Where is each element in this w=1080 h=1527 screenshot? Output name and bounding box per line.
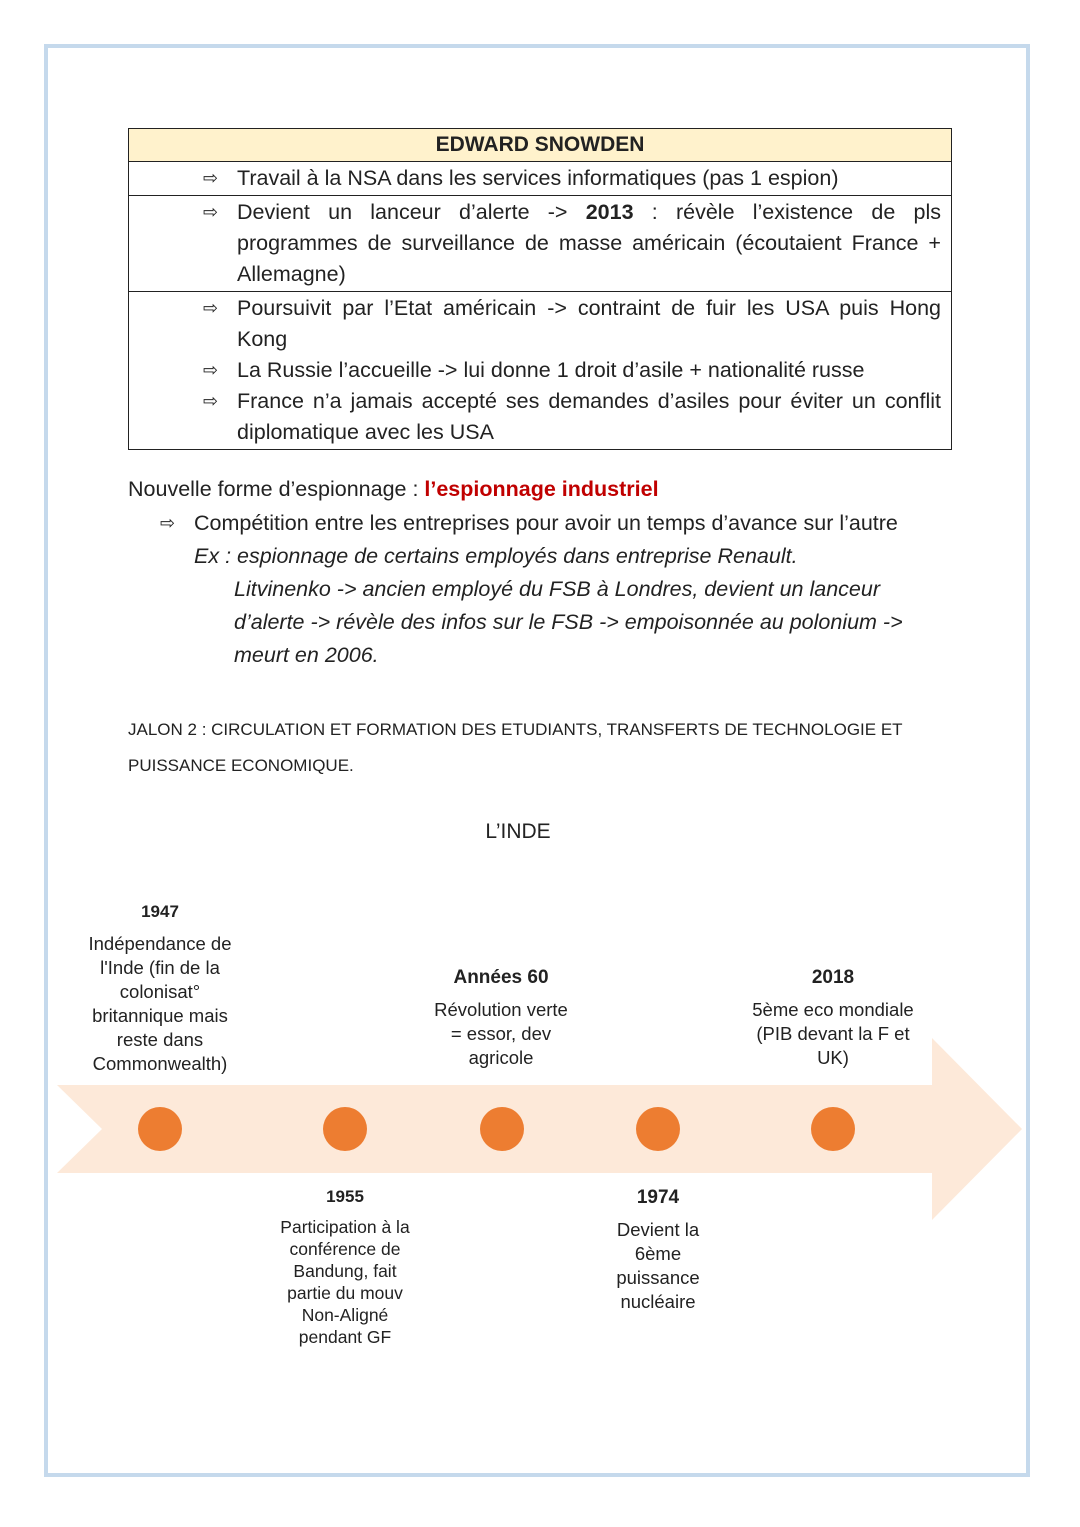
timeline-event-1974 <box>603 1186 713 1314</box>
snowden-row-3 <box>129 292 951 449</box>
example-litvinenko-line-1: Litvinenko -> ancien employé du FSB à Londres, devient un lanceur <box>234 577 880 601</box>
event-text: Devient la 6ème puissance nucléaire <box>616 1219 700 1312</box>
snowden-table <box>128 128 952 450</box>
arrow-bullet-icon: ⇨ <box>203 298 219 318</box>
timeline-dot-1974 <box>636 1107 680 1151</box>
arrow-bullet-icon: ⇨ <box>203 168 219 188</box>
event-year: 1947 <box>141 902 179 921</box>
whistleblower-text-start: Devient un lanceur d’alerte -> <box>237 200 586 224</box>
competition-text: Compétition entre les entreprises pour avoir un temps d’avance sur l’autre <box>194 511 898 535</box>
snowden-france-text: France n’a jamais accepté ses demandes d’asiles pour éviter un conflit diplomatique avec les USA <box>237 389 941 444</box>
whistleblower-text-end: : révèle l’existence de pls programmes de surveillance de masse américain (écoutaient France + Allemagne) <box>237 200 941 286</box>
arrow-bullet-icon: ⇨ <box>203 360 219 380</box>
event-text: Participation à la conférence de Bandung, fait partie du mouv Non-Aligné pendant GF <box>280 1217 410 1347</box>
example-renault: Ex : espionnage de certains employés dans entreprise Renault. <box>194 544 798 568</box>
heading-prefix: Nouvelle forme d’espionnage : <box>128 477 425 501</box>
event-year: 2018 <box>811 967 855 988</box>
list-item <box>129 355 941 386</box>
year-2013: 2013 <box>585 200 634 224</box>
list-item <box>129 293 941 355</box>
timeline-event-2018 <box>752 966 914 1070</box>
timeline-dot-1955 <box>323 1107 367 1151</box>
snowden-russia-text: La Russie l’accueille -> lui donne 1 droit d’asile + nationalité russe <box>237 358 865 382</box>
example-litvinenko-line-2: d’alerte -> révèle des infos sur le FSB -> empoisonnée au polonium -> <box>234 610 903 634</box>
timeline-dot-2018 <box>811 1107 855 1151</box>
event-year: 1974 <box>636 1187 680 1208</box>
jalon-line-1: JALON 2 : CIRCULATION ET FORMATION DES ETUDIANTS, TRANSFERTS DE TECHNOLOGIE ET <box>128 720 903 739</box>
heading-highlight: l’espionnage industriel <box>424 477 659 501</box>
arrow-bullet-icon: ⇨ <box>203 202 219 222</box>
arrow-bullet-icon: ⇨ <box>160 513 176 533</box>
example-litvinenko-line-3: meurt en 2006. <box>234 643 379 667</box>
snowden-row-2 <box>129 196 951 292</box>
list-item <box>129 386 941 448</box>
timeline-event-1955 <box>280 1186 410 1348</box>
snowden-pursuit-text: Poursuivit par l’Etat américain -> contraint de fuir les USA puis Hong Kong <box>237 296 941 351</box>
timeline-event-1947 <box>80 900 240 1076</box>
event-text: Révolution verte = essor, dev agricole <box>434 999 568 1068</box>
timeline-event-1960s <box>430 966 572 1070</box>
snowden-row-1 <box>129 162 951 196</box>
list-item <box>129 197 941 290</box>
timeline-title: L’INDE <box>485 820 551 843</box>
event-text: 5ème eco mondiale (PIB devant la F et UK) <box>752 999 914 1068</box>
event-year: Années 60 <box>453 967 549 988</box>
event-text: Indépendance de l'Inde (fin de la colonisat° britannique mais reste dans Commonwealth) <box>88 933 232 1074</box>
snowden-nsa-text: Travail à la NSA dans les services informatiques (pas 1 espion) <box>237 166 839 190</box>
list-item <box>129 163 941 194</box>
snowden-whistleblower-text <box>237 197 941 290</box>
arrow-bullet-icon: ⇨ <box>203 391 219 411</box>
jalon-heading <box>128 712 968 784</box>
timeline-dot-1960s <box>480 1107 524 1151</box>
list-item <box>160 508 960 538</box>
industrial-espionage-heading <box>128 474 659 504</box>
event-year: 1955 <box>326 1187 364 1206</box>
snowden-title: EDWARD SNOWDEN <box>129 129 951 162</box>
timeline-dot-1947 <box>138 1107 182 1151</box>
jalon-line-2: PUISSANCE ECONOMIQUE. <box>128 756 354 775</box>
